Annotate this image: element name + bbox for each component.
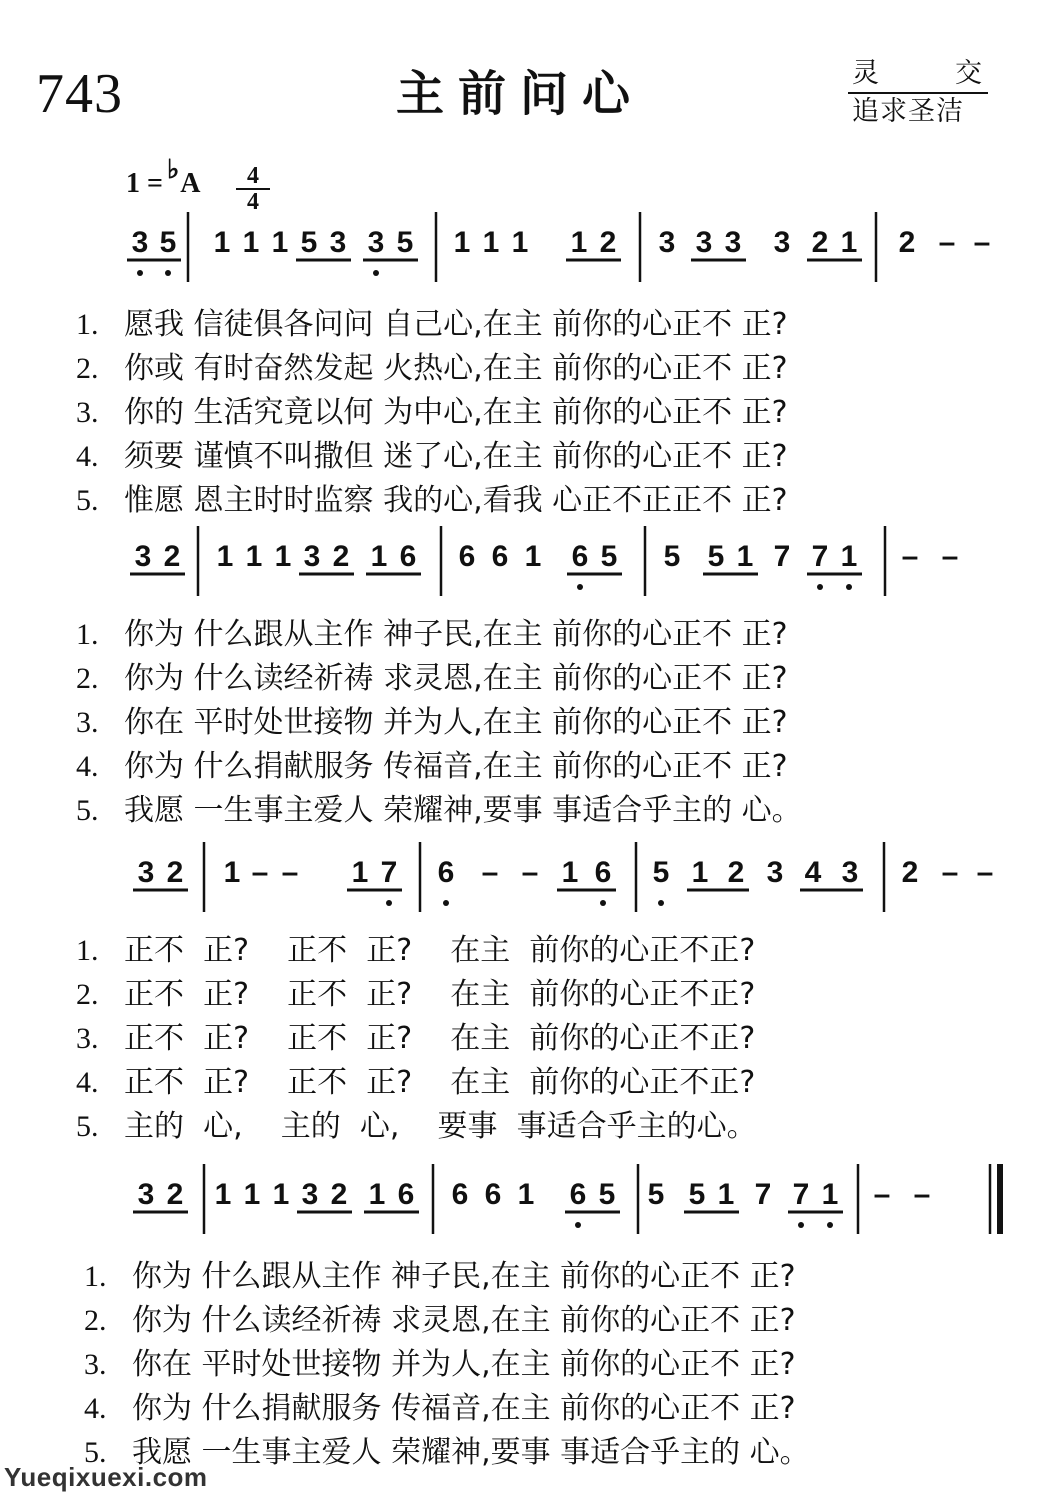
lyric-line — [76, 933, 756, 968]
note: 3 — [301, 1178, 319, 1211]
note: 1 — [272, 1178, 290, 1211]
note: 2 — [599, 226, 617, 259]
note: 1 — [368, 1178, 386, 1211]
note: 6 — [397, 1178, 415, 1211]
note: 6 — [451, 1178, 469, 1211]
note: 1 — [242, 226, 260, 259]
note: 1 — [717, 1178, 735, 1211]
lyric-line — [76, 749, 788, 784]
octave-dot — [575, 1222, 581, 1228]
verse-text: 你为 什么跟从主作 神子民,在主 前你的心正不 正? — [124, 617, 788, 652]
note: 1 — [216, 540, 234, 573]
lyric-line — [76, 617, 788, 652]
note: 1 — [524, 540, 542, 573]
lyric-line — [84, 1391, 796, 1426]
note: 1 — [370, 540, 388, 573]
note: 1 — [517, 1178, 535, 1211]
note: 1 — [223, 856, 241, 889]
verse-number: 4. — [76, 440, 99, 473]
note: 7 — [773, 540, 791, 573]
note: 5 — [396, 226, 414, 259]
note: 6 — [569, 1178, 587, 1211]
note: 3 — [329, 226, 347, 259]
note: – — [281, 856, 299, 889]
music-staff-3 — [0, 840, 1050, 920]
note: – — [873, 1178, 891, 1211]
note: – — [941, 856, 959, 889]
note: 6 — [458, 540, 476, 573]
note: 1 — [453, 226, 471, 259]
note: 3 — [658, 226, 676, 259]
verse-number: 1. — [76, 618, 99, 651]
flat-symbol: ♭ — [166, 155, 180, 184]
verse-text: 愿我 信徒俱各问问 自己心,在主 前你的心正不 正? — [124, 307, 788, 342]
verse-number: 2. — [76, 352, 99, 385]
note: 1 — [840, 226, 858, 259]
note: 1 — [511, 226, 529, 259]
verse-text: 我愿 一生事主爱人 荣耀神,要事 事适合乎主的 心。 — [132, 1435, 810, 1470]
lyric-line — [76, 977, 756, 1012]
note: 2 — [898, 226, 916, 259]
note: 2 — [166, 1178, 184, 1211]
note: 6 — [399, 540, 417, 573]
octave-dot — [443, 900, 449, 906]
verse-text: 你为 什么跟从主作 神子民,在主 前你的心正不 正? — [132, 1259, 796, 1294]
note: 1 — [840, 540, 858, 573]
octave-dot — [600, 900, 606, 906]
verse-text: 正不 正? 正不 正? 在主 前你的心正不正? — [124, 1021, 756, 1056]
lyric-line — [84, 1303, 796, 1338]
note: 1 — [245, 540, 263, 573]
note: 1 — [691, 856, 709, 889]
note: – — [251, 856, 269, 889]
note: 5 — [652, 856, 670, 889]
note: 6 — [594, 856, 612, 889]
verse-text: 正不 正? 正不 正? 在主 前你的心正不正? — [124, 1065, 756, 1100]
note: 3 — [841, 856, 859, 889]
verse-number: 2. — [76, 978, 99, 1011]
note: 1 — [482, 226, 500, 259]
note: 2 — [727, 856, 745, 889]
verse-number: 5. — [84, 1436, 107, 1469]
lyric-line — [76, 483, 788, 518]
note: 1 — [351, 856, 369, 889]
verse-text: 你为 什么读经祈祷 求灵恩,在主 前你的心正不 正? — [124, 661, 788, 696]
note: 1 — [213, 226, 231, 259]
note: 1 — [821, 1178, 839, 1211]
verse-text: 你为 什么捐献服务 传福音,在主 前你的心正不 正? — [132, 1391, 796, 1426]
verse-number: 5. — [76, 1110, 99, 1143]
note: 1 — [570, 226, 588, 259]
note: 3 — [303, 540, 321, 573]
note: 7 — [811, 540, 829, 573]
note: 5 — [663, 540, 681, 573]
note: 5 — [647, 1178, 665, 1211]
note: 6 — [484, 1178, 502, 1211]
note: – — [521, 856, 539, 889]
key-prefix: 1 = — [126, 168, 163, 199]
time-numerator: 4 — [247, 163, 259, 189]
note: 1 — [274, 540, 292, 573]
note: 1 — [561, 856, 579, 889]
lyric-line — [76, 351, 788, 386]
octave-dot — [386, 900, 392, 906]
verse-number: 5. — [76, 484, 99, 517]
time-denominator: 4 — [236, 188, 270, 214]
verse-number: 3. — [76, 706, 99, 739]
verse-number: 2. — [84, 1304, 107, 1337]
verse-text: 须要 谨慎不叫撒但 迷了心,在主 前你的心正不 正? — [124, 439, 788, 474]
note: 1 — [271, 226, 289, 259]
verse-number: 2. — [76, 662, 99, 695]
note: 1 — [736, 540, 754, 573]
verse-number: 1. — [84, 1260, 107, 1293]
note: 7 — [792, 1178, 810, 1211]
note: 3 — [134, 540, 152, 573]
verse-number: 3. — [84, 1348, 107, 1381]
note: 5 — [300, 226, 318, 259]
note: – — [941, 540, 959, 573]
octave-dot — [827, 1222, 833, 1228]
verse-text: 惟愿 恩主时时监察 我的心,看我 心正不正正不 正? — [124, 483, 788, 518]
time-signature — [236, 164, 270, 214]
key-signature — [126, 155, 201, 200]
verse-number: 4. — [76, 750, 99, 783]
note: 3 — [695, 226, 713, 259]
note: 5 — [598, 1178, 616, 1211]
note: 3 — [724, 226, 742, 259]
music-staff-2 — [0, 524, 1050, 604]
music-staff-4 — [0, 1162, 1050, 1242]
note: 5 — [159, 226, 177, 259]
octave-dot — [798, 1222, 804, 1228]
key-letter: A — [180, 168, 201, 199]
verse-text: 正不 正? 正不 正? 在主 前你的心正不正? — [124, 977, 756, 1012]
note: 4 — [804, 856, 822, 889]
attribution-author-1: 灵 — [852, 58, 879, 89]
verse-text: 你的 生活究竟以何 为中心,在主 前你的心正不 正? — [124, 395, 788, 430]
octave-dot — [577, 584, 583, 590]
octave-dot — [373, 270, 379, 276]
lyric-line — [76, 307, 788, 342]
note: – — [973, 226, 991, 259]
attribution — [848, 58, 988, 129]
hymn-number: 743 — [36, 63, 123, 125]
octave-dot — [165, 270, 171, 276]
note: 7 — [754, 1178, 772, 1211]
note: 2 — [330, 1178, 348, 1211]
note: 3 — [766, 856, 784, 889]
note: 2 — [332, 540, 350, 573]
attribution-author-2: 交 — [955, 58, 982, 89]
note: 2 — [901, 856, 919, 889]
note: 6 — [437, 856, 455, 889]
verse-text: 正不 正? 正不 正? 在主 前你的心正不正? — [124, 933, 756, 968]
lyric-line — [84, 1259, 796, 1294]
lyric-line — [76, 1109, 757, 1144]
note: – — [901, 540, 919, 573]
site-watermark: Yueqixuexi.com — [4, 1462, 208, 1492]
verse-text: 主的 心, 主的 心, 要事 事适合乎主的心。 — [124, 1109, 757, 1144]
note: 5 — [688, 1178, 706, 1211]
note: 5 — [707, 540, 725, 573]
lyric-line — [76, 439, 788, 474]
note: – — [913, 1178, 931, 1211]
lyric-line — [76, 1065, 756, 1100]
note: 2 — [166, 856, 184, 889]
verse-text: 你或 有时奋然发起 火热心,在主 前你的心正不 正? — [124, 351, 788, 386]
note: 3 — [137, 1178, 155, 1211]
lyric-line — [76, 1021, 756, 1056]
verse-number: 3. — [76, 396, 99, 429]
note: 3 — [137, 856, 155, 889]
verse-text: 你在 平时处世接物 并为人,在主 前你的心正不 正? — [124, 705, 788, 740]
note: 6 — [571, 540, 589, 573]
note: 3 — [131, 226, 149, 259]
verse-text: 你在 平时处世接物 并为人,在主 前你的心正不 正? — [132, 1347, 796, 1382]
lyric-line — [76, 395, 788, 430]
note: 2 — [163, 540, 181, 573]
lyric-line — [76, 661, 788, 696]
hymn-title: 主前问心 — [395, 66, 644, 122]
music-staff-1 — [0, 210, 1050, 290]
octave-dot — [817, 584, 823, 590]
verse-text: 你为 什么捐献服务 传福音,在主 前你的心正不 正? — [124, 749, 788, 784]
verse-number: 1. — [76, 934, 99, 967]
verse-number: 5. — [76, 794, 99, 827]
note: 5 — [600, 540, 618, 573]
verse-number: 1. — [76, 308, 99, 341]
note: – — [938, 226, 956, 259]
note: – — [481, 856, 499, 889]
verse-text: 我愿 一生事主爱人 荣耀神,要事 事适合乎主的 心。 — [124, 793, 802, 828]
verse-number: 4. — [76, 1066, 99, 1099]
octave-dot — [137, 270, 143, 276]
note: – — [976, 856, 994, 889]
octave-dot — [658, 900, 664, 906]
lyric-line — [84, 1347, 796, 1382]
note: 3 — [773, 226, 791, 259]
lyric-line — [76, 705, 788, 740]
note: 1 — [243, 1178, 261, 1211]
verse-number: 4. — [84, 1392, 107, 1425]
verse-text: 你为 什么读经祈祷 求灵恩,在主 前你的心正不 正? — [132, 1303, 796, 1338]
note: 2 — [811, 226, 829, 259]
lyric-line — [76, 793, 802, 828]
note: 7 — [380, 856, 398, 889]
note: 3 — [367, 226, 385, 259]
note: 1 — [214, 1178, 232, 1211]
verse-number: 3. — [76, 1022, 99, 1055]
attribution-category: 追求圣洁 — [852, 96, 964, 128]
octave-dot — [846, 584, 852, 590]
note: 6 — [491, 540, 509, 573]
